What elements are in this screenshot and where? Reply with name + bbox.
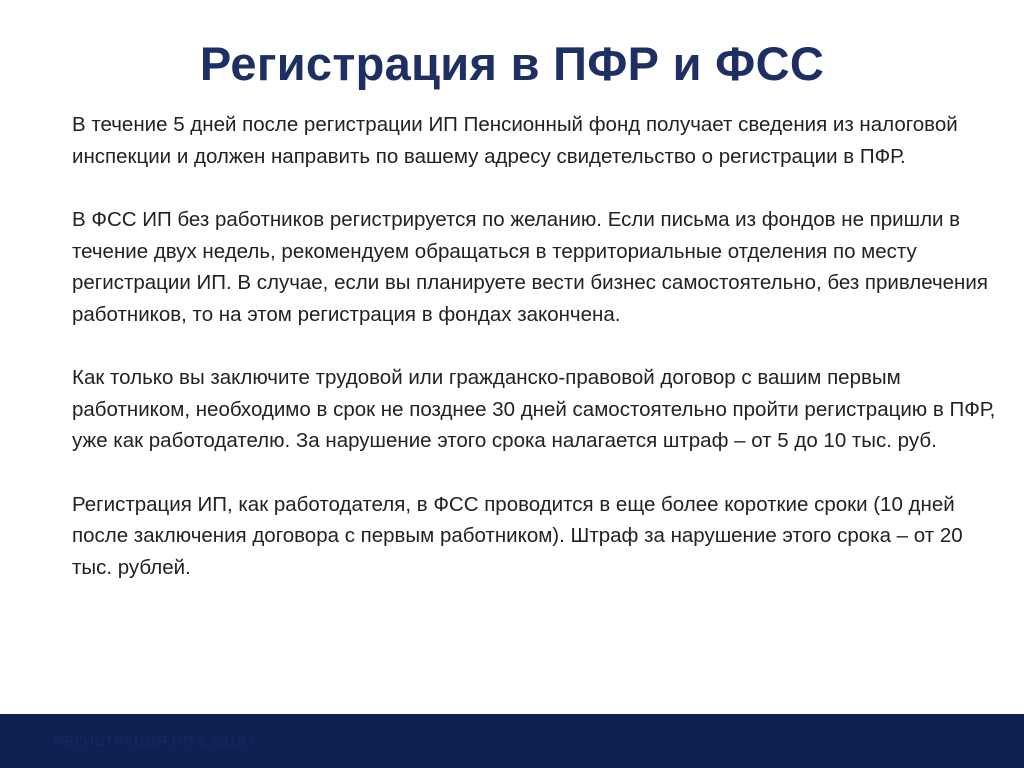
bullet-text: В течение 5 дней после регистрации ИП Пенсионный фонд получает сведения из налоговой инспекции и должен направить по вашему адресу свидетельство о регистрации в ПФР.	[72, 113, 958, 168]
footer-bar	[0, 714, 1024, 768]
bullet-marker-icon	[30, 217, 34, 221]
bullet-text: Регистрация ИП, как работодателя, в ФСС проводится в еще более короткие сроки (10 дней после заключения договора с первым работником). Штраф за нарушение этого срока – от 20 тыс. рублей.	[72, 492, 963, 579]
bullet-item	[72, 362, 1006, 457]
slide-title: Регистрация в ПФР и ФСС	[199, 37, 825, 90]
bullet-item	[72, 109, 1006, 172]
bullet-text: В ФСС ИП без работников регистрируется по желанию. Если письма из фондов не пришли в течение двух недель, рекомендуем обращаться в территориальные отделения по месту регистрации ИП. В случае, если вы планируете вести бизнес самостоятельно, без привлечения работников, то на этом регистрация в фондах закончена.	[72, 208, 988, 326]
bullet-list	[72, 109, 1006, 615]
bullet-text: Как только вы заключите трудовой или гражданско-правовой договор с вашим первым работником, необходимо в срок не позднее 30 дней самостоятельно пройти регистрацию в ПФР, уже как работодателю. За нарушение этого срока налагается штраф – от 5 до 10 тыс. руб.	[72, 366, 996, 452]
bullet-marker-icon	[30, 375, 34, 379]
bullet-item	[72, 489, 1006, 584]
bullet-item	[72, 204, 1006, 330]
bullet-marker-icon	[30, 122, 34, 126]
footer-text: РЕГИСТРАЦИЯ ИП в 2016 г.	[54, 733, 260, 750]
bullet-marker-icon	[30, 502, 34, 506]
